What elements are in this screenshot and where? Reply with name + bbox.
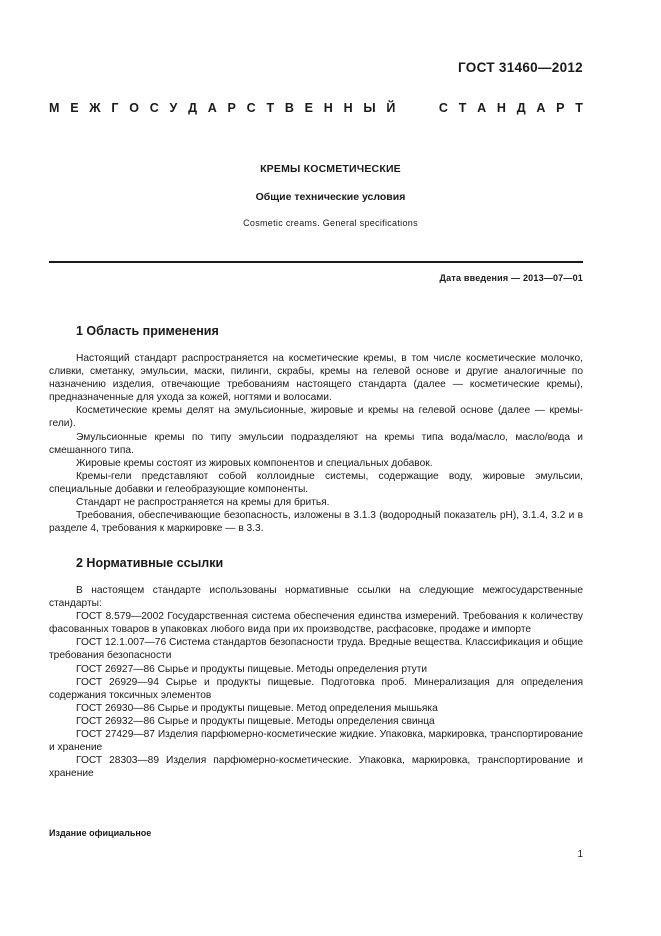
reference-item: ГОСТ 26927—86 Сырье и продукты пищевые. Методы определения ртути [76, 663, 428, 675]
interstate-standard-banner [49, 101, 583, 115]
gost-number: ГОСТ 31460—2012 [458, 60, 583, 75]
banner-letter: А [207, 101, 217, 115]
reference-item: ГОСТ 27429—87 Изделия парфюмерно-косметические жидкие. Упаковка, маркировка, транспортирование и хранение [49, 729, 583, 754]
section-2-body [49, 584, 583, 780]
reference-item: ГОСТ 28303—89 Изделия парфюмерно-косметические. Упаковка, маркировка, транспортирование и хранение [49, 755, 583, 780]
paragraph: Эмульсионные кремы по типу эмульсии подразделяют на кремы типа вода/масло, масло/вода и смешанного типа. [49, 431, 583, 456]
section-2-heading: 2 Нормативные ссылки [76, 556, 224, 570]
banner-letter: Г [111, 101, 119, 115]
banner-letter: Й [386, 101, 396, 115]
page-number: 1 [577, 849, 583, 860]
banner-word-gap [406, 101, 428, 115]
paragraph: Настоящий стандарт распространяется на косметические кремы, в том числе косметические молочко, сливки, сметанку, эмульсии, маски, пилинги, скрабы, кремы на гелевой основе и другие аналогичные по назначению изделия, отвечающие требованиям настоящего стандарта (далее — косметические кремы), предназначенные для ухода за кожей, ногтями и волосами. [49, 353, 583, 404]
banner-letter: Р [227, 101, 236, 115]
paragraph: В настоящем стандарте использованы нормативные ссылки на следующие межгосударственные стандарты: [49, 585, 583, 610]
document-title: КРЕМЫ КОСМЕТИЧЕСКИЕ [260, 163, 401, 175]
banner-letter: Д [188, 101, 197, 115]
banner-letter: Н [343, 101, 353, 115]
banner-letter: С [149, 101, 159, 115]
banner-letter: Ы [363, 101, 376, 115]
reference-item: ГОСТ 26932—86 Сырье и продукты пищевые. Методы определения свинца [76, 715, 435, 727]
section-1-body [49, 352, 583, 535]
reference-item: ГОСТ 26929—94 Сырье и продукты пищевые. Подготовка проб. Минерализация для определения содержания токсичных элементов [49, 676, 583, 701]
reference-item: ГОСТ 8.579—2002 Государственная система обеспечения единства измерений. Требования к количеству фасованных товаров в упаковках любого вида при их производстве, расфасовке, продаже и импорте [49, 611, 583, 636]
official-edition-note: Издание официальное [49, 828, 152, 838]
banner-letter: В [284, 101, 294, 115]
reference-item: ГОСТ 26930—86 Сырье и продукты пищевые. Метод определения мышьяка [76, 702, 438, 714]
paragraph: Косметические кремы делят на эмульсионные, жировые и кремы на гелевой основе (далее — кремы-гели). [49, 405, 583, 430]
banner-letter: Ж [89, 101, 101, 115]
banner-letter: О [129, 101, 139, 115]
banner-letter: А [477, 101, 487, 115]
document-subtitle: Общие технические условия [255, 191, 406, 203]
introduction-date: Дата введения — 2013—07—01 [439, 273, 583, 283]
banner-letter: Е [70, 101, 79, 115]
banner-letter: Т [575, 101, 583, 115]
banner-letter: Е [304, 101, 313, 115]
banner-letter: Н [496, 101, 506, 115]
paragraph: Кремы-гели представляют собой коллоидные системы, содержащие воду, жировые эмульсии, специальные добавки и гелеобразующие компоненты. [49, 470, 583, 495]
banner-letter: Н [323, 101, 333, 115]
banner-letter: А [536, 101, 546, 115]
title-divider [49, 261, 583, 263]
reference-item: ГОСТ 12.1.007—76 Система стандартов безопасности труда. Вредные вещества. Классификация и общие требования безопасности [49, 637, 583, 662]
banner-letter: Т [266, 101, 275, 115]
banner-letter: С [246, 101, 256, 115]
paragraph: Требования, обеспечивающие безопасность, изложены в 3.1.3 (водородный показатель pH), 3.1.4, 3.2 и в разделе 4, требования к маркировке — в 3.3. [49, 510, 583, 535]
banner-letter: Т [458, 101, 467, 115]
banner-letter: С [438, 101, 448, 115]
banner-letter: Д [516, 101, 526, 115]
banner-letter: М [49, 101, 60, 115]
english-title: Cosmetic creams. General specifications [243, 218, 418, 228]
paragraph: Жировые кремы состоят из жировых компонентов и специальных добавок. [76, 457, 433, 469]
section-1-heading: 1 Область применения [76, 324, 219, 338]
paragraph: Стандарт не распространяется на кремы для бритья. [76, 497, 330, 509]
banner-letter: У [169, 101, 178, 115]
banner-letter: Р [556, 101, 565, 115]
